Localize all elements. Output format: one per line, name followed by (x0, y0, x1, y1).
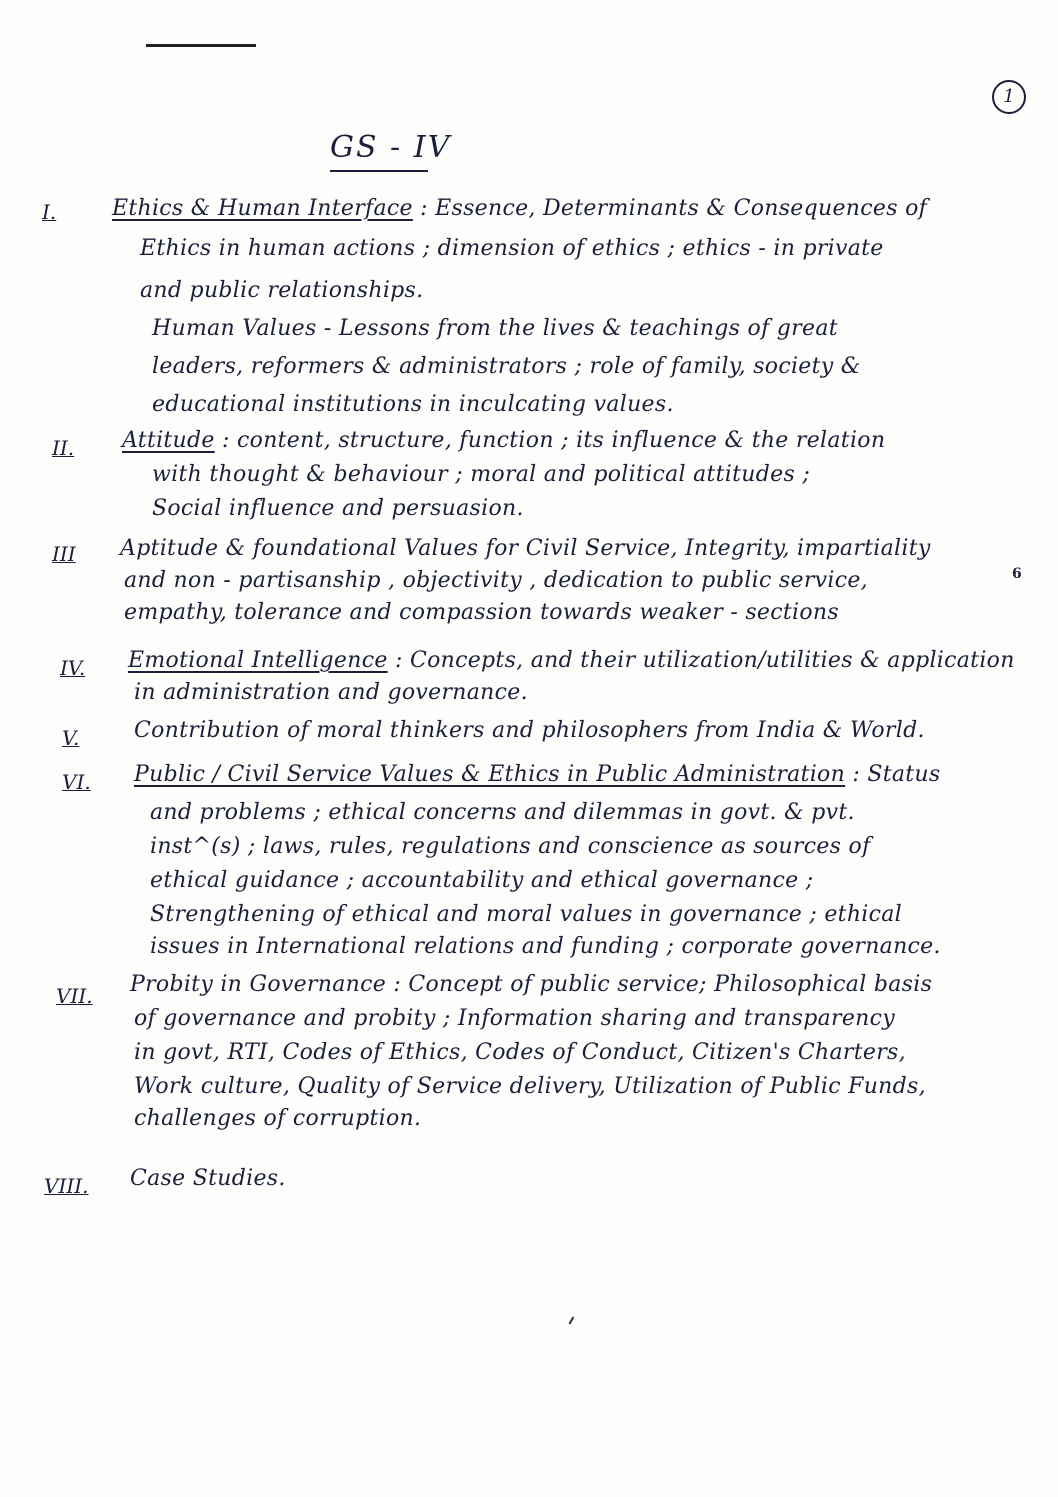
section-line: ethical guidance ; accountability and ethical governance ; (150, 868, 814, 893)
section-line (112, 196, 927, 221)
section-text: : Concepts, and their utilization/utilities & application (387, 648, 1015, 673)
top-rule (146, 44, 256, 47)
section-line: and public relationships. (140, 278, 424, 303)
section-line: Strengthening of ethical and moral values in governance ; ethical (150, 902, 902, 927)
section-numeral: VIII. (44, 1174, 89, 1198)
section-line: empathy, tolerance and compassion towards weaker - sections (124, 600, 839, 625)
section-numeral: VI. (62, 770, 91, 794)
section-line (128, 648, 1015, 673)
section-text: : content, structure, function ; its influence & the relation (214, 428, 886, 453)
section-heading: Ethics & Human Interface (112, 196, 413, 221)
section-numeral: II. (52, 436, 75, 460)
section-line: with thought & behaviour ; moral and political attitudes ; (152, 462, 811, 487)
section-text: : Status (845, 762, 941, 787)
section-numeral: IV. (60, 656, 86, 680)
ink-speck (569, 1317, 580, 1328)
section-line: Aptitude & foundational Values for Civil Service, Integrity, impartiality (120, 536, 931, 561)
section-line: Case Studies. (130, 1166, 286, 1191)
section-numeral: I. (42, 200, 57, 224)
section-line: Human Values - Lessons from the lives & teachings of great (152, 316, 838, 341)
section-numeral: VII. (56, 984, 93, 1008)
margin-mark: 6 (1012, 566, 1022, 582)
section-line: Contribution of moral thinkers and philosophers from India & World. (134, 718, 925, 743)
section-line: educational institutions in inculcating values. (152, 392, 674, 417)
page-number: 1 (992, 80, 1026, 114)
section-line: in administration and governance. (134, 680, 528, 705)
section-line: Probity in Governance : Concept of public service; Philosophical basis (130, 972, 933, 997)
section-line: in govt, RTI, Codes of Ethics, Codes of Conduct, Citizen's Charters, (134, 1040, 906, 1065)
section-heading: Public / Civil Service Values & Ethics in Public Administration (134, 762, 846, 787)
section-line: and problems ; ethical concerns and dilemmas in govt. & pvt. (150, 800, 855, 825)
section-numeral: V. (62, 726, 80, 750)
section-line: challenges of corruption. (134, 1106, 422, 1131)
section-line: Ethics in human actions ; dimension of ethics ; ethics - in private (140, 236, 884, 261)
page-title: GS - IV (330, 130, 452, 165)
section-line: of governance and probity ; Information sharing and transparency (134, 1006, 896, 1031)
section-line: Work culture, Quality of Service delivery, Utilization of Public Funds, (134, 1074, 926, 1099)
section-heading: Emotional Intelligence (128, 648, 388, 673)
section-line: leaders, reformers & administrators ; role of family, society & (152, 354, 861, 379)
section-line: Social influence and persuasion. (152, 496, 524, 521)
title-underline (330, 170, 428, 172)
section-line (134, 762, 941, 787)
section-line: issues in International relations and funding ; corporate governance. (150, 934, 941, 959)
section-numeral: III (52, 542, 76, 566)
section-line: and non - partisanship , objectivity , dedication to public service, (124, 568, 868, 593)
section-heading: Attitude (122, 428, 215, 453)
section-line (122, 428, 885, 453)
section-line: inst^(s) ; laws, rules, regulations and conscience as sources of (150, 834, 871, 859)
section-text: : Essence, Determinants & Consequences of (412, 196, 928, 221)
